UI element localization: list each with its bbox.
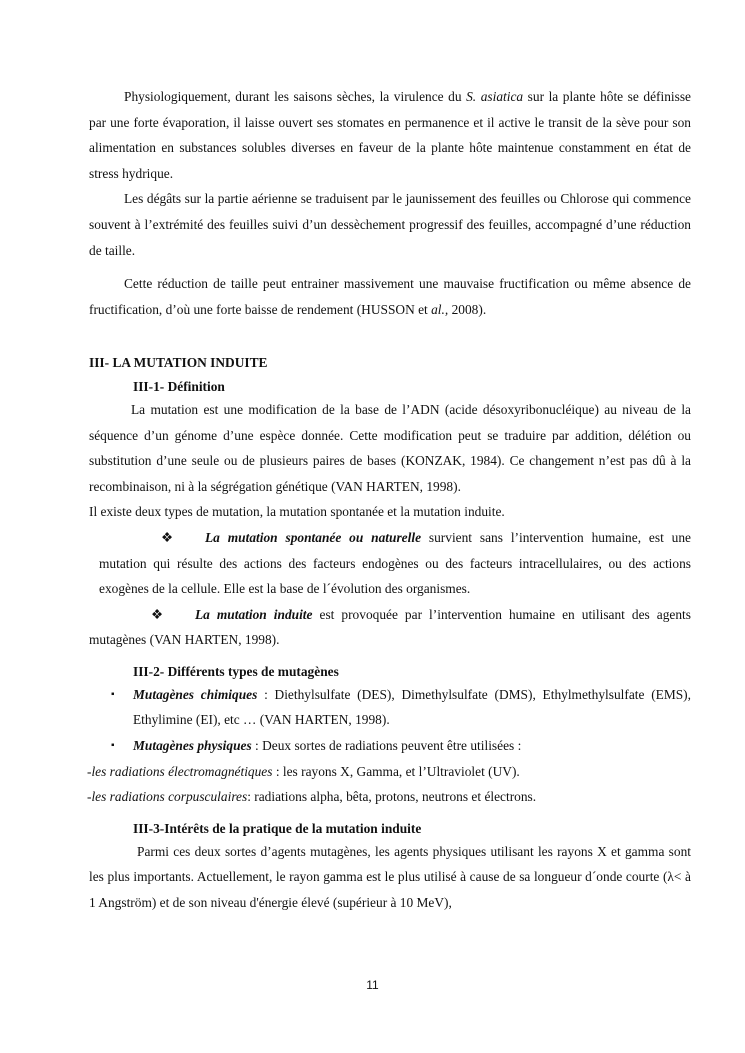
paragraph-text: Physiologiquement, durant les saisons sèches, la virulence du <box>124 89 467 104</box>
list-item-induced <box>89 602 691 653</box>
subsection-heading-mutagens: III-2- Différents types de mutagènes <box>133 663 339 679</box>
term-text: : Diethylsulfate (DES), Dimethylsulfate (DMS), Ethylmethylsulfate (EMS), Ethylimine (EI), etc … (VAN HARTEN, 1998). <box>133 686 691 728</box>
paragraph-interests: Parmi ces deux sortes d’agents mutagènes, les agents physiques utilisant les rayons X et gamma sont les plus importants. Actuellement, le rayon gamma est le plus utilisé à cause de sa longueur d´onde courte (λ< à 1 Angström) et de son niveau d'énergie élevé (supérieur à 10 MeV), <box>89 843 691 911</box>
paragraph-text: sur la plante hôte se définisse par une forte évaporation, il laisse ouvert ses stomates en permanence et il active le transit de la sève pour son alimentation en substances solubles diverses en faveur de la plante hôte maintenue constamment en état de stress hydrique. <box>89 89 691 181</box>
term-label: -les radiations électromagnétiques <box>87 763 273 779</box>
page-content <box>89 84 691 916</box>
spacer <box>89 322 691 350</box>
page-number: 11 <box>366 978 379 992</box>
term-label: -les radiations corpusculaires <box>87 789 248 805</box>
term-label: Mutagènes chimiques <box>133 686 258 702</box>
square-bullet-icon: ▪ <box>111 740 115 752</box>
paragraph-types: Il existe deux types de mutation, la mutation spontanée et la mutation induite. <box>89 504 505 520</box>
term-text: : les rayons X, Gamma, et l’Ultraviolet (UV). <box>272 763 520 779</box>
list-item-spontaneous <box>89 525 691 602</box>
term-label: La mutation induite <box>195 606 313 622</box>
term-label: Mutagènes physiques <box>133 738 252 754</box>
spacer <box>89 653 691 661</box>
species-name: S. asiatica <box>466 89 524 104</box>
subsection-heading-definition: III-1- Définition <box>133 378 225 394</box>
term-text: survient sans l’intervention humaine, est une mutation qui résulte des actions des facteurs endogènes ou des facteurs intracellulaires, ou des actions exogènes de la cellule. Elle est la base de l´évolution des organismes. <box>99 529 691 597</box>
spacer <box>89 263 691 271</box>
paragraph-reduction <box>89 271 691 322</box>
list-item-chemical <box>89 682 691 733</box>
paragraph-definition: La mutation est une modification de la base de l’ADN (acide désoxyribonucléique) au niveau de la séquence d’un génome d’une espèce donnée. Cette modification peut se traduire par addition, délétion ou substitution d’une seule ou de plusieurs paires de bases (KONZAK, 1984). Ce changement n’est pas dû à la recombinaison, ni à la ségrégation génétique (VAN HARTEN, 1998). <box>89 401 691 494</box>
term-label: La mutation spontanée ou naturelle <box>205 529 422 545</box>
paragraph-text: Cette réduction de taille peut entrainer massivement une mauvaise fructification ou même absence de fructification, d’où une forte baisse de rendement (HUSSON et <box>89 276 691 317</box>
paragraph-virulence <box>89 84 691 186</box>
subsection-heading-interests: III-3-Intérêts de la pratique de la mutation induite <box>133 820 422 836</box>
section-heading: III- LA MUTATION INDUITE <box>89 355 268 371</box>
radiation-corpuscular <box>87 784 691 810</box>
term-text: : Deux sortes de radiations peuvent être utilisées : <box>251 738 522 754</box>
term-text: : radiations alpha, bêta, protons, neutrons et électrons. <box>247 789 537 805</box>
term-text: est provoquée par l’intervention humaine en utilisant des agents mutagènes (VAN HARTEN, 1998). <box>89 606 691 648</box>
diamond-bullet-icon: ❖ <box>151 606 164 622</box>
square-bullet-icon: ▪ <box>111 688 115 700</box>
spacer <box>89 810 691 818</box>
paragraph-text: 2008). <box>448 301 487 317</box>
diamond-bullet-icon: ❖ <box>161 529 174 545</box>
radiation-electromagnetic <box>87 759 691 785</box>
paragraph-degats: Les dégâts sur la partie aérienne se traduisent par le jaunissement des feuilles ou Chlorose qui commence souvent à l’extrémité des feuilles suivi d’un dessèchement progressif des feuilles, accompagné d’une réduction de taille. <box>89 191 691 258</box>
citation-al: al., <box>431 301 449 317</box>
list-item-physical <box>89 733 691 759</box>
